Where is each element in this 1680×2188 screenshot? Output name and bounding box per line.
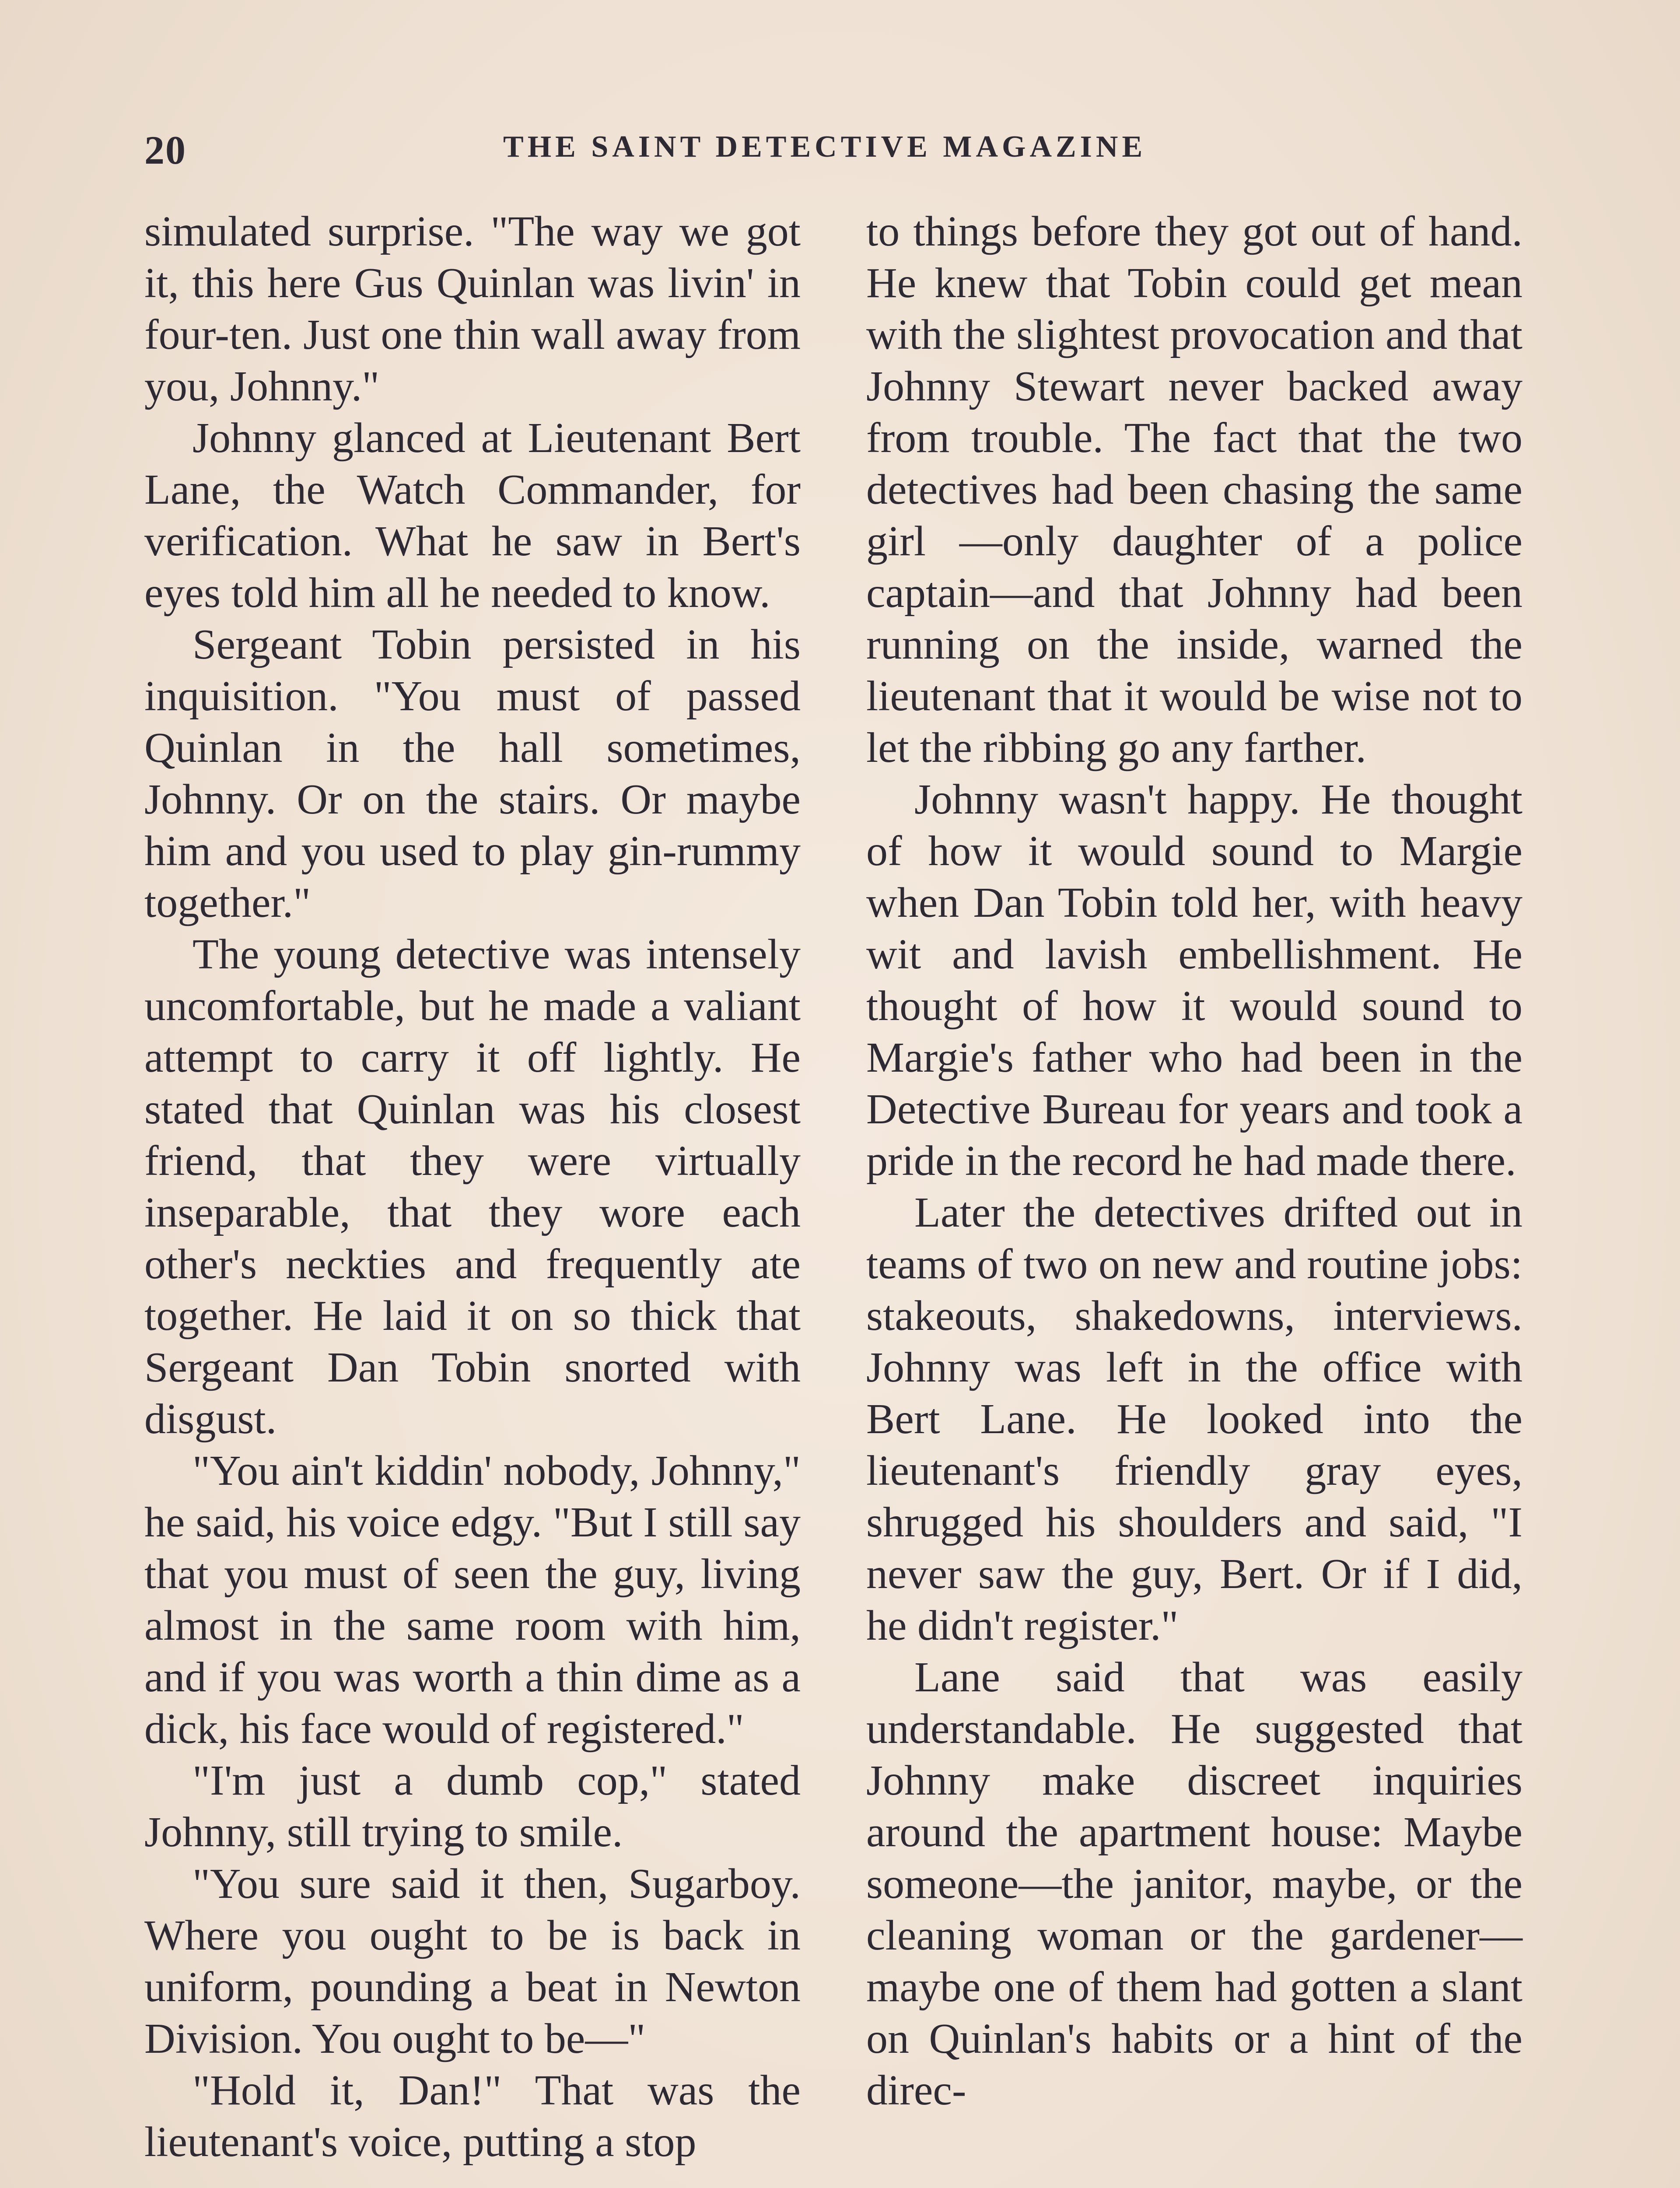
magazine-title: THE SAINT DETECTIVE MAGAZINE — [503, 130, 1147, 164]
paragraph: Johnny glanced at Lieutenant Bert Lane, the Watch Commander, for verification. What he saw in Bert's eyes told him all he needed to know. — [144, 414, 801, 617]
left-text-column — [144, 206, 801, 2168]
paragraph: The young detective was intensely uncomfortable, but he made a valiant attempt to carry it off lightly. He stated that Quinlan was his closest friend, that they were virtually inseparable, that they wore each other's neckties and frequently ate together. He laid it on so thick that Sergeant Dan Tobin snorted with disgust. — [144, 931, 801, 1443]
right-text-column — [866, 206, 1522, 2116]
paragraph: "You ain't kiddin' nobody, Johnny," he said, his voice edgy. "But I still say that you must of seen the guy, living almost in the same room with him, and if you was worth a thin dime as a dick, his face would of registered." — [144, 1447, 801, 1753]
paragraph: to things before they got out of hand. He knew that Tobin could get mean with the slightest provocation and that Johnny Stewart never backed away from trouble. The fact that the two detectives had been chasing the same girl —only daughter of a police captain—and that Johnny had been running on the inside, warned the lieutenant that it would be wise not to let the ribbing go any farther. — [866, 208, 1522, 771]
paragraph: Johnny wasn't happy. He thought of how it would sound to Margie when Dan Tobin told her, with heavy wit and lavish embellishment. He thought of how it would sound to Margie's father who had been in the Detective Bureau for years and took a pride in the record he had made there. — [866, 776, 1522, 1185]
paragraph: Lane said that was easily understandable. He suggested that Johnny make discreet inquiries around the apartment house: Maybe someone—the janitor, maybe, or the cleaning woman or the gardener—maybe one of them had gotten a slant on Quinlan's habits or a hint of the direc- — [866, 1654, 1522, 2114]
paragraph: simulated surprise. "The way we got it, this here Gus Quinlan was livin' in four-ten. Just one thin wall away from you, Johnny." — [144, 208, 801, 410]
paragraph: "You sure said it then, Sugarboy. Where you ought to be is back in uniform, pounding a beat in Newton Division. You ought to be—" — [144, 1860, 801, 2062]
page-header — [144, 127, 1531, 184]
paragraph: Sergeant Tobin persisted in his inquisition. "You must of passed Quinlan in the hall sometimes, Johnny. Or on the stairs. Or maybe him and you used to play gin-rummy together." — [144, 621, 801, 926]
paragraph: "Hold it, Dan!" That was the lieutenant's voice, putting a stop — [144, 2067, 801, 2166]
page-number: 20 — [144, 128, 186, 172]
paragraph: Later the detectives drifted out in teams of two on new and routine jobs: stakeouts, shakedowns, interviews. Johnny was left in the office with Bert Lane. He looked into the lieutenant's friendly gray eyes, shrugged his shoulders and said, "I never saw the guy, Bert. Or if I did, he didn't register." — [866, 1189, 1522, 1649]
paragraph: "I'm just a dumb cop," stated Johnny, still trying to smile. — [144, 1757, 801, 1856]
